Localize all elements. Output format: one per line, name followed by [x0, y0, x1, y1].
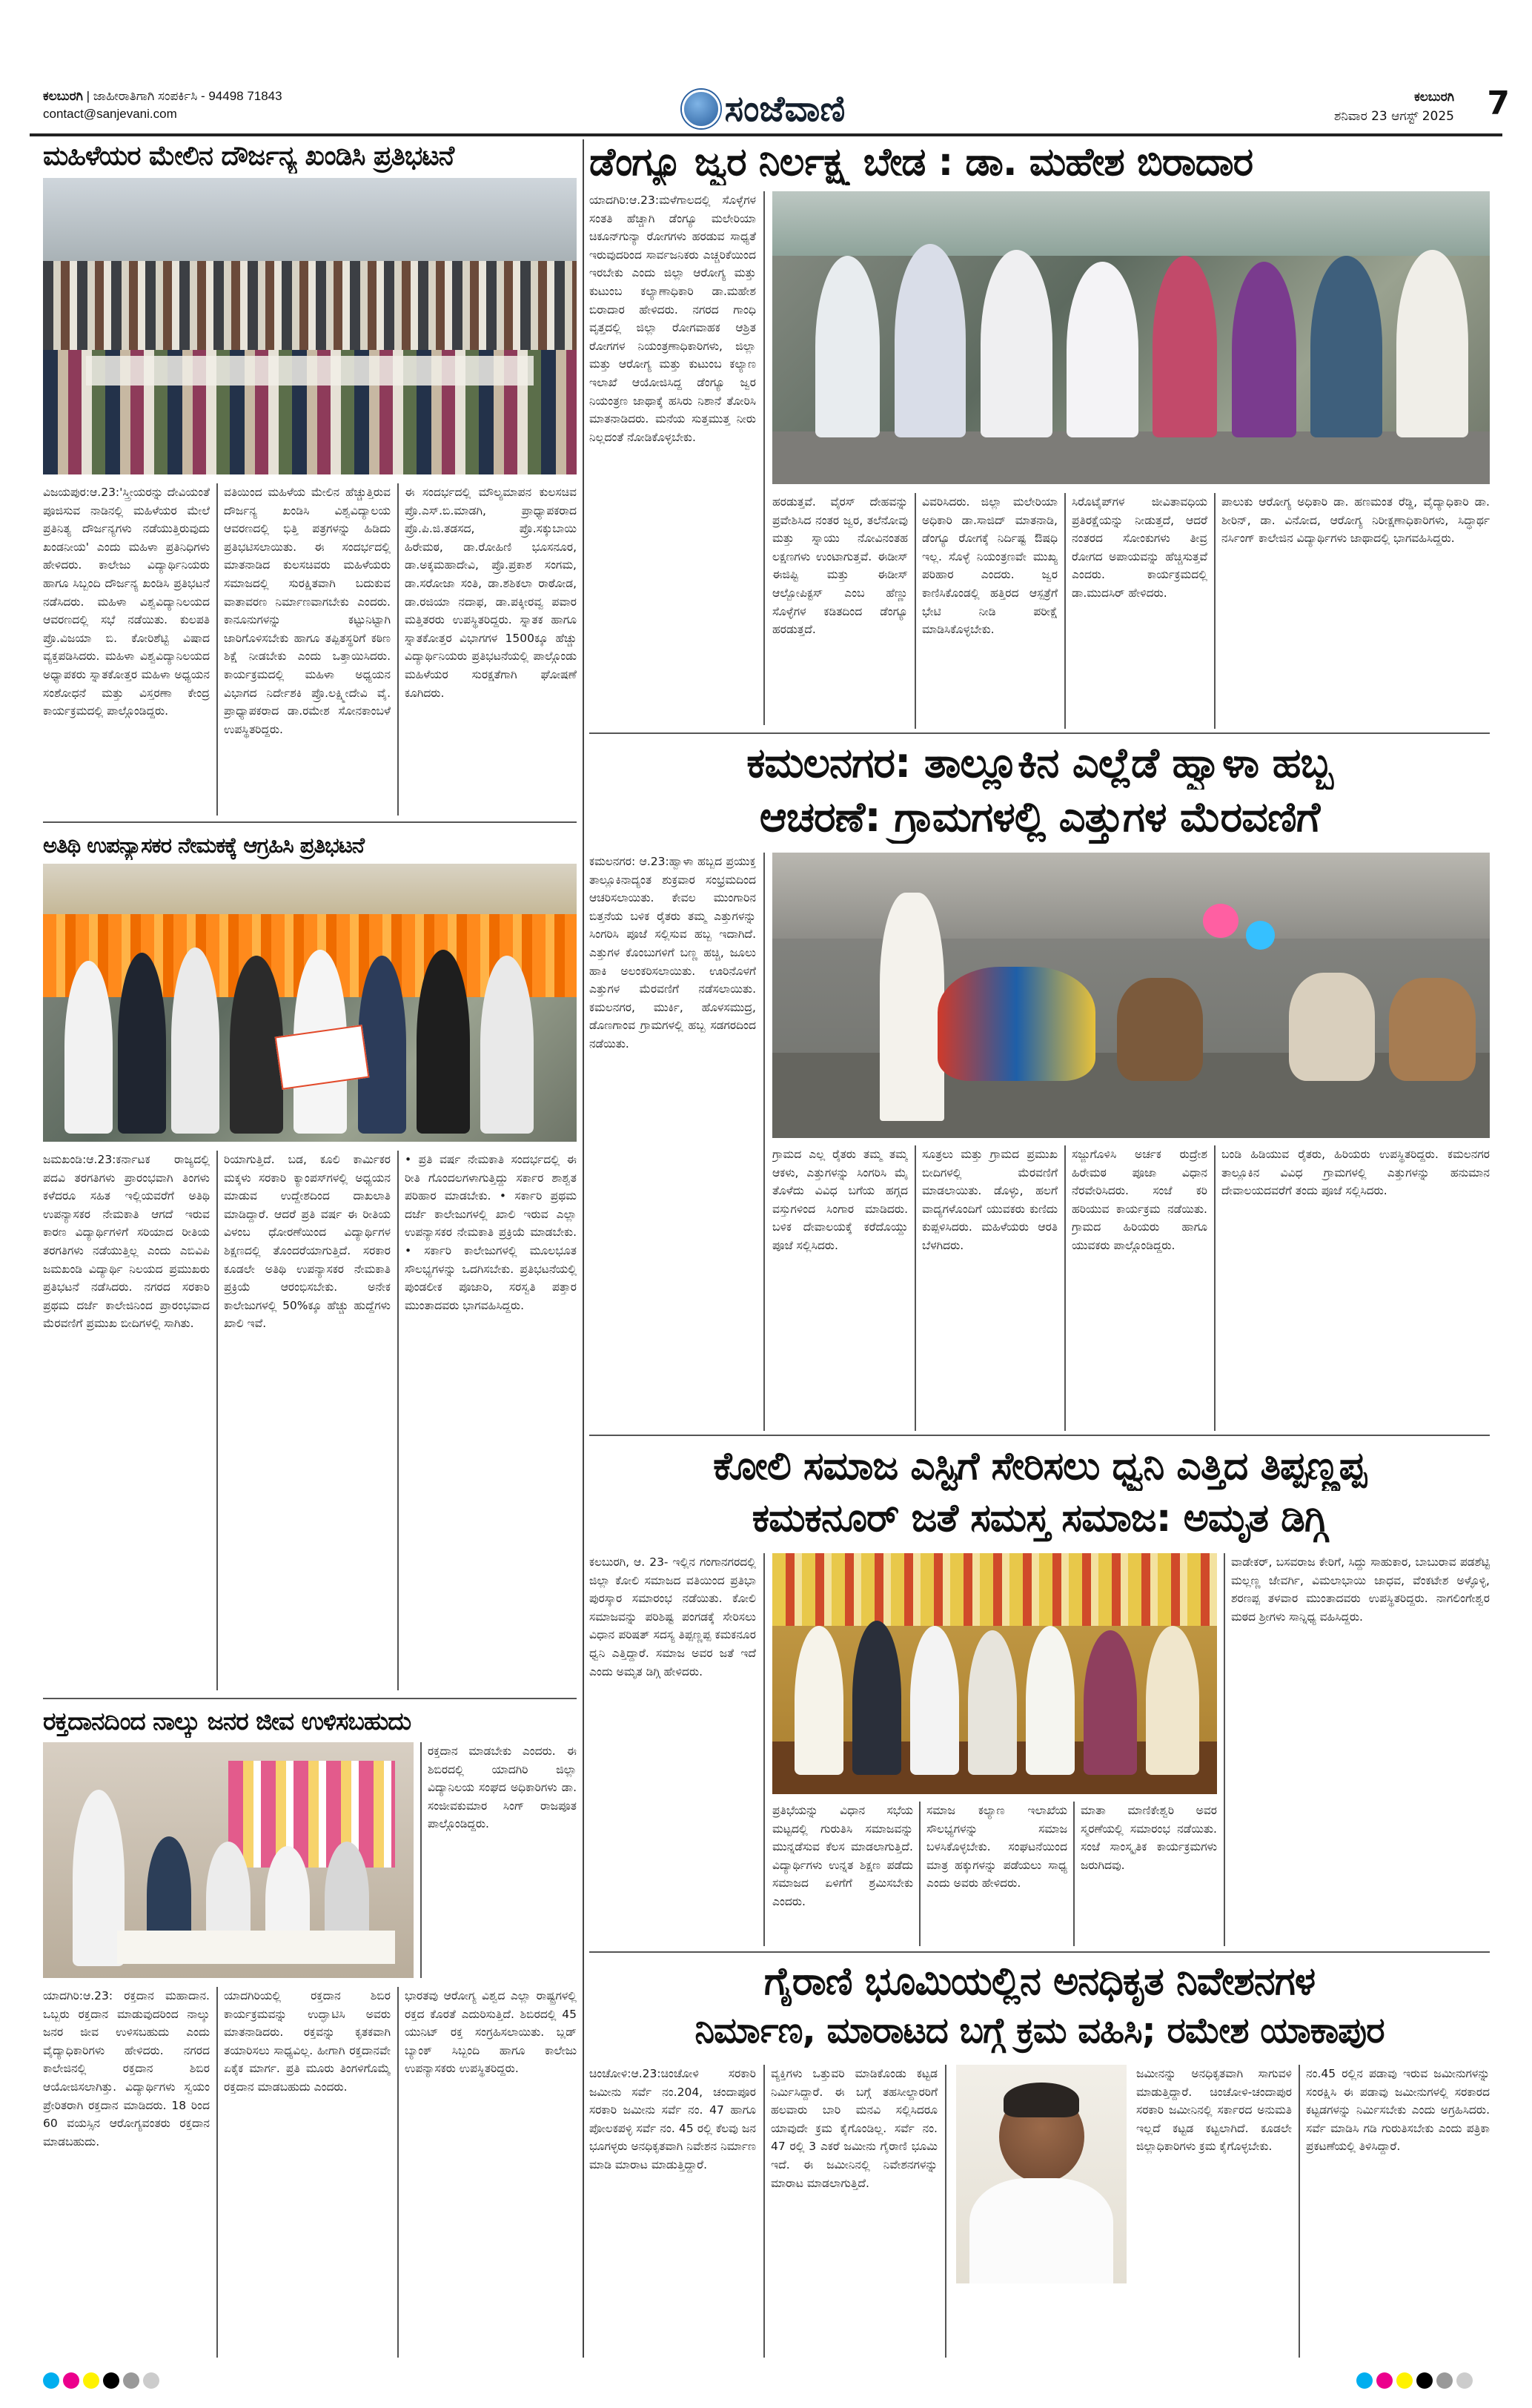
column-divider [397, 1151, 399, 1690]
gairani-col-3: ಜಮೀನನ್ನು ಅನಧಿಕೃತವಾಗಿ ಸಾಗುವಳಿ ಮಾಡುತ್ತಿದ್ದಾರೆ. ಚಿಂಚೋಳಿ-ಚಂದಾಪುರ ಸರಕಾರಿ ಜಮೀನಿನಲ್ಲಿ ಸರ್ಕಾರದ ಅನುಮತಿ ಇಲ್ಲದೆ ಕಟ್ಟಡ ಕಟ್ಟಲಾಗಿದೆ. ಕೂಡಲೇ ಜಿಲ್ಲಾಧಿಕಾರಿಗಳು ಕ್ರಮ ಕೈಗೊಳ್ಳಬೇಕು. [1136, 2067, 1292, 2154]
column-divider [1064, 493, 1066, 729]
headline-kamalanagar-1: ಕಮಲನಗರ: ತಾಲ್ಲೂಕಿನ ಎಲ್ಲೆಡೆ ಹ್ವಾಳಾ ಹಬ್ಬ [746, 739, 1333, 787]
registration-dot [43, 2372, 59, 2389]
headline-kamalanagar-2: ಆಚರಣೆ: ಗ್ರಾಮಗಳಲ್ಲಿ ಎತ್ತುಗಳ ಮೆರವಣಿಗೆ [759, 793, 1320, 841]
registration-dot [143, 2372, 159, 2389]
dengue-col-2: ವಿವರಿಸಿದರು. ಜಿಲ್ಲಾ ಮಲೇರಿಯಾ ಅಧಿಕಾರಿ ಡಾ.ಸಾಜಿದ್ ಮಾತನಾಡಿ, ಡೆಂಗ್ಯೂ ರೋಗಕ್ಕೆ ನಿರ್ದಿಷ್ಟ ಔಷಧಿ ಇಲ್ಲ. ಸೊಳ್ಳೆ ನಿಯಂತ್ರಣವೇ ಮುಖ್ಯ ಪರಿಹಾರ ಎಂದರು. ಜ್ವರ ಕಾಣಿಸಿಕೊಂಡಲ್ಲಿ ಹತ್ತಿರದ ಆಸ್ಪತ್ರೆಗೆ ಭೇಟಿ ನೀಡಿ ಪರೀಕ್ಷೆ ಮಾಡಿಸಿಕೊಳ್ಳಬೇಕು. [922, 495, 1058, 637]
ad-phone-line: ಜಾಹೀರಾತಿಗಾಗಿ ಸಂಪರ್ಕಿಸಿ - 94498 71843 [93, 89, 282, 103]
photo-women-protest [43, 178, 577, 474]
registration-dot [1376, 2372, 1393, 2389]
blood-col-3: ಭಾರತವು ಆರೋಗ್ಯ ವಿಶ್ವದ ಎಲ್ಲಾ ರಾಷ್ಟ್ರಗಳಲ್ಲಿ ರಕ್ತದ ಕೊರತೆ ಎದುರಿಸುತ್ತಿದೆ. ಶಿಬಿರದಲ್ಲಿ 45 ಯುನಿಟ್ ರಕ್ತ ಸಂಗ್ರಹಿಸಲಾಯಿತು. ಬ್ಲಡ್ ಬ್ಯಾಂಕ್ ಸಿಬ್ಬಂದಿ ಹಾಗೂ ಕಾಲೇಜು ಉಪನ್ಯಾಸಕರು ಉಪಸ್ಥಿತರಿದ್ದರು. [405, 1989, 577, 2076]
newspaper-logo [615, 83, 912, 135]
photo-ramesh-yakapur [956, 2065, 1127, 2283]
gairani-col-1: ಚಿಂಚೋಳಿ:ಆ.23:ಚಿಂಚೋಳಿ ಸರಕಾರಿ ಜಮೀನು ಸರ್ವೆ ನಂ.204, ಚಂದಾಪೂರ ಸರಕಾರಿ ಜಮೀನು ಸರ್ವೆ ನಂ. 47 ಹಾಗೂ ಪೋಲಕಪಳ್ಳಿ ಸರ್ವೆ ನಂ. 45 ರಲ್ಲಿ ಕೆಲವು ಜನ ಭೂಗಳ್ಳರು ಅನಧಿಕೃತವಾಗಿ ನಿವೇಶನ ನಿರ್ಮಾಣ ಮಾಡಿ ಮಾರಾಟ ಮಾಡುತ್ತಿದ್ದಾರೆ. [589, 2067, 756, 2172]
column-divider [763, 191, 765, 725]
column-divider [1214, 1145, 1216, 1431]
lecturers-col-1: ಜಮಖಂಡಿ:ಆ.23:ಕರ್ನಾಟಕ ರಾಜ್ಯದಲ್ಲಿ ಪದವಿ ತರಗತಿಗಳು ಪ್ರಾರಂಭವಾಗಿ ತಿಂಗಳು ಕಳೆದರೂ ಸಹಿತ ಇಲ್ಲಿಯವರೆಗೆ ಅತಿಥಿ ಉಪನ್ಯಾಸಕರ ನೇಮಕಾತಿ ಆಗದೆ ಇರುವ ಕಾರಣ ವಿದ್ಯಾರ್ಥಿಗಳಿಗೆ ಸರಿಯಾದ ರೀತಿಯ ತರಗತಿಗಳು ನಡೆಯುತ್ತಿಲ್ಲ ಎಂದು ಎಬಿವಿಪಿ ಜಮಖಂಡಿ ವಿದ್ಯಾರ್ಥಿ ನಿಲಯದ ಪ್ರಮುಖರು ಪ್ರತಿಭಟನೆ ನಡೆಸಿದರು. ನಗರದ ಸರಕಾರಿ ಪ್ರಥಮ ದರ್ಜೆ ಕಾಲೇಜಿನಿಂದ ಪ್ರಾರಂಭವಾದ ಮೆರವಣಿಗೆ ಪ್ರಮುಖ ಬೀದಿಗಳಲ್ಲಿ ಸಾಗಿತು. [43, 1153, 210, 1331]
column-divider [763, 853, 765, 1431]
column-divider [397, 483, 399, 816]
women-col-2: ವತಿಯಿಂದ ಮಹಿಳೆಯ ಮೇಲಿನ ಹೆಚ್ಚುತ್ತಿರುವ ದೌರ್ಜನ್ಯ ಖಂಡಿಸಿ ವಿಶ್ವವಿದ್ಯಾಲಯ ಆವರಣದಲ್ಲಿ ಭಿತ್ತಿ ಪತ್ರಗಳನ್ನು ಹಿಡಿದು ಪ್ರತಿಭಟಿಸಲಾಯಿತು. ಈ ಸಂದರ್ಭದಲ್ಲಿ ಮಾತನಾಡಿದ ಕುಲಸಚಿವರು ಮಹಿಳೆಯರು ಸಮಾಜದಲ್ಲಿ ಸುರಕ್ಷಿತವಾಗಿ ಬದುಕುವ ವಾತಾವರಣ ನಿರ್ಮಾಣವಾಗಬೇಕು ಎಂದರು. ಕಾನೂನುಗಳನ್ನು ಕಟ್ಟುನಿಟ್ಟಾಗಿ ಜಾರಿಗೊಳಿಸಬೇಕು ಹಾಗೂ ತಪ್ಪಿತಸ್ಥರಿಗೆ ಕಠಿಣ ಶಿಕ್ಷೆ ನೀಡಬೇಕು ಎಂದು ಒತ್ತಾಯಿಸಿದರು. ಕಾರ್ಯಕ್ರಮದಲ್ಲಿ ಮಹಿಳಾ ಅಧ್ಯಯನ ವಿಭಾಗದ ನಿರ್ದೇಶಕಿ ಪ್ರೊ.ಲಕ್ಷ್ಮೀದೇವಿ ವೈ. ಪ್ರಾಧ್ಯಾಪಕರಾದ ಡಾ.ರಮೇಶ ಸೋನಕಾಂಬಳೆ ಉಪಸ್ಥಿತರಿದ್ದರು. [224, 486, 391, 736]
photo-dengue-rally [772, 191, 1490, 484]
headline-women-protest: ಮಹಿಳೆಯರ ಮೇಲಿನ ದೌರ್ಜನ್ಯ ಖಂಡಿಸಿ ಪ್ರತಿಭಟನೆ [43, 141, 454, 171]
column-divider [1299, 2065, 1300, 2358]
lecturers-col-3: • ಪ್ರತಿ ವರ್ಷ ನೇಮಕಾತಿ ಸಂದರ್ಭದಲ್ಲಿ ಈ ರೀತಿ ಗೊಂದಲಗಳಾಗುತ್ತಿದ್ದು ಸರ್ಕಾರ ಶಾಶ್ವತ ಪರಿಹಾರ ಮಾಡಬೇಕು. • ಸರ್ಕಾರಿ ಪ್ರಥಮ ದರ್ಜೆ ಕಾಲೇಜುಗಳಲ್ಲಿ ಖಾಲಿ ಇರುವ ಎಲ್ಲಾ ಉಪನ್ಯಾಸಕರ ನೇಮಕಾತಿ ಪ್ರಕ್ರಿಯೆ ಮಾಡಬೇಕು. • ಸರ್ಕಾರಿ ಕಾಲೇಜುಗಳಲ್ಲಿ ಮೂಲಭೂತ ಸೌಲಭ್ಯಗಳನ್ನು ಒದಗಿಸಬೇಕು. ಪ್ರತಿಭಟನೆಯಲ್ಲಿ ಪುಂಡಲೀಕ ಪೂಜಾರಿ, ಸರಸ್ವತಿ ಪತ್ತಾರ ಮುಂತಾದವರು ಭಾಗವಹಿಸಿದ್ದರು. [405, 1153, 577, 1312]
masthead-rule [30, 133, 1502, 136]
column-divider [1224, 1553, 1225, 1946]
main-column-divider [583, 139, 584, 2358]
column-divider [216, 1987, 218, 2358]
column-divider [919, 1802, 921, 1946]
registration-dot [1416, 2372, 1433, 2389]
kamalanagar-col-4: ಬಂಡಿ ಹಿಡಿಯುವ ರೈತರು, ಹಿರಿಯರು ಉಪಸ್ಥಿತರಿದ್ದರು. ಕಮಲನಗರ ತಾಲ್ಲೂಕಿನ ವಿವಿಧ ಗ್ರಾಮಗಳಲ್ಲಿ ಎತ್ತುಗಳನ್ನು ಹನುಮಾನ ದೇವಾಲಯದವರೆಗೆ ತಂದು ಪೂಜೆ ಸಲ್ಲಿಸಿದರು. [1221, 1148, 1490, 1198]
lecturers-col-2: ರಿಯಾಗುತ್ತಿದೆ. ಬಡ, ಕೂಲಿ ಕಾರ್ಮಿಕರ ಮಕ್ಕಳು ಸರಕಾರಿ ಕ್ಯಾಂಪಸ್‍ಗಳಲ್ಲಿ ಅಧ್ಯಯನ ಮಾಡುವ ಉದ್ದೇಶದಿಂದ ದಾಖಲಾತಿ ಮಾಡಿದ್ದಾರೆ. ಆದರೆ ಪ್ರತಿ ವರ್ಷ ಈ ರೀತಿಯ ವಿಳಂಬ ಧೋರಣೆಯಿಂದ ವಿದ್ಯಾರ್ಥಿಗಳ ಶಿಕ್ಷಣದಲ್ಲಿ ತೊಂದರೆಯಾಗುತ್ತಿದೆ. ಸರಕಾರ ಕೂಡಲೇ ಅತಿಥಿ ಉಪನ್ಯಾಸಕರ ನೇಮಕಾತಿ ಪ್ರಕ್ರಿಯೆ ಆರಂಭಿಸಬೇಕು. ಅನೇಕ ಕಾಲೇಜುಗಳಲ್ಲಿ 50%ಕ್ಕೂ ಹೆಚ್ಚು ಹುದ್ದೆಗಳು ಖಾಲಿ ಇವೆ. [224, 1153, 391, 1331]
registration-dot [1456, 2372, 1473, 2389]
column-divider [1073, 1802, 1075, 1946]
column-divider [915, 1145, 916, 1431]
dengue-col-1: ಹರಡುತ್ತವೆ. ವೈರಸ್ ದೇಹವನ್ನು ಪ್ರವೇಶಿಸಿದ ನಂತರ ಜ್ವರ, ತಲೆನೋವು ಮತ್ತು ಸ್ನಾಯು ನೋವಿನಂತಹ ಲಕ್ಷಣಗಳು ಉಂಟಾಗುತ್ತವೆ. ಈಡೀಸ್ ಈಜಿಪ್ಟಿ ಮತ್ತು ಈಡೀಸ್ ಆಲ್ಬೋಪಿಕ್ಟಸ್ ಎಂಬ ಹೆಣ್ಣು ಸೊಳ್ಳೆಗಳ ಕಡಿತದಿಂದ ಡೆಂಗ್ಯೂ ಹರಡುತ್ತದೆ. [772, 495, 908, 637]
page-number: 7 [1487, 85, 1510, 122]
registration-dot [1436, 2372, 1453, 2389]
headline-guest-lecturers: ಅತಿಥಿ ಉಪನ್ಯಾಸಕರ ನೇಮಕಕ್ಕೆ ಆಗ್ರಹಿಸಿ ಪ್ರತಿಭಟನೆ [43, 833, 365, 858]
column-divider [397, 1987, 399, 2358]
section-divider [589, 1951, 1490, 1953]
masthead-left: ಕಲಬುರಗಿ | ಜಾಹೀರಾತಿಗಾಗಿ ಸಂಪರ್ಕಿಸಿ - 94498 71843 contact@sanjevani.com [43, 87, 282, 123]
headline-gairani-2: ನಿರ್ಮಾಣ, ಮಾರಾಟದ ಬಗ್ಗೆ ಕ್ರಮ ವಹಿಸಿ; ರಮೇಶ ಯಾಕಾಪುರ [694, 2010, 1385, 2051]
column-divider [945, 2065, 946, 2358]
photo-lecturers-protest [43, 864, 577, 1142]
masthead-right [1334, 87, 1454, 126]
kamalanagar-col-0: ಕಮಲನಗರ: ಆ.23:ಹ್ವಾಳಾ ಹಬ್ಬದ ಪ್ರಯುಕ್ತ ತಾಲ್ಲೂಕಿನಾದ್ಯಂತ ಶುಕ್ರವಾರ ಸಂಭ್ರಮದಿಂದ ಆಚರಿಸಲಾಯಿತು. ಕೇವಲ ಮುಂಗಾರಿನ ಬಿತ್ತನೆಯ ಬಳಿಕ ರೈತರು ತಮ್ಮ ಎತ್ತುಗಳನ್ನು ಸಿಂಗರಿಸಿ ಪೂಜೆ ಸಲ್ಲಿಸುವ ಹಬ್ಬ ಇದಾಗಿದೆ. ಎತ್ತುಗಳ ಕೊಂಬುಗಳಿಗೆ ಬಣ್ಣ ಹಚ್ಚಿ, ಜೂಲು ಹಾಕಿ ಅಲಂಕರಿಸಲಾಯಿತು. ಊರಿನೊಳಗೆ ಎತ್ತುಗಳ ಮೆರವಣಿಗೆ ನಡೆಸಲಾಯಿತು. ಕಮಲನಗರ, ಮುರ್ಕಿ, ಹೊಳಸಮುದ್ರ, ಡೊಣಗಾಂವ ಗ್ರಾಮಗಳಲ್ಲಿ ಹಬ್ಬ ಸಡಗರದಿಂದ ನಡೆಯಿತು. [589, 855, 756, 1051]
dengue-col-4: ಪಾಲುಕು ಆರೋಗ್ಯ ಅಧಿಕಾರಿ ಡಾ. ಹಣಮಂತ ರೆಡ್ಡಿ, ವೈದ್ಯಾಧಿಕಾರಿ ಡಾ. ಶೀರಿನ್, ಡಾ. ವಿನೋದ, ಆರೋಗ್ಯ ನಿರೀಕ್ಷಣಾಧಿಕಾರಿಗಳು, ಸಿದ್ಧಾರ್ಥ ನರ್ಸಿಂಗ್ ಕಾಲೇಜಿನ ವಿದ್ಯಾರ್ಥಿಗಳು ಜಾಥಾದಲ್ಲಿ ಭಾಗವಹಿಸಿದ್ದರು. [1221, 495, 1490, 546]
column-divider [420, 1742, 422, 1978]
globe-icon [682, 90, 720, 128]
column-divider [763, 1553, 765, 1946]
koli-col-1: ಪ್ರತಿಭೆಯನ್ನು ವಿಧಾನ ಸಭೆಯ ಮಟ್ಟದಲ್ಲಿ ಗುರುತಿಸಿ ಸಮಾಜವನ್ನು ಮುನ್ನಡೆಸುವ ಕೆಲಸ ಮಾಡಲಾಗುತ್ತಿದೆ. ವಿದ್ಯಾರ್ಥಿಗಳು ಉನ್ನತ ಶಿಕ್ಷಣ ಪಡೆದು ಸಮಾಜದ ಏಳಿಗೆಗೆ ಶ್ರಮಿಸಬೇಕು ಎಂದರು. [772, 1804, 913, 1908]
registration-dot [63, 2372, 79, 2389]
headline-blood-donation: ರಕ್ತದಾನದಿಂದ ನಾಲ್ಕು ಜನರ ಜೀವ ಉಳಿಸಬಹುದು [43, 1707, 411, 1736]
blood-col-1: ಯಾದಗಿರಿ:ಆ.23: ರಕ್ತದಾನ ಮಹಾದಾನ. ಒಬ್ಬರು ರಕ್ತದಾನ ಮಾಡುವುದರಿಂದ ನಾಲ್ಕು ಜನರ ಜೀವ ಉಳಿಸಬಹುದು ಎಂದು ವೈದ್ಯಾಧಿಕಾರಿಗಳು ಹೇಳಿದರು. ನಗರದ ಕಾಲೇಜಿನಲ್ಲಿ ರಕ್ತದಾನ ಶಿಬಿರ ಆಯೋಜಿಸಲಾಗಿತ್ತು. ವಿದ್ಯಾರ್ಥಿಗಳು ಸ್ವಯಂ ಪ್ರೇರಿತರಾಗಿ ರಕ್ತದಾನ ಮಾಡಿದರು. 18 ರಿಂದ 60 ವಯಸ್ಸಿನ ಆರೋಗ್ಯವಂತರು ರಕ್ತದಾನ ಮಾಡಬಹುದು. [43, 1989, 210, 2149]
registration-dot [123, 2372, 139, 2389]
column-divider [216, 1151, 218, 1690]
photo-koli-stage [772, 1553, 1217, 1794]
women-col-1: ವಿಜಯಪುರ:ಆ.23:'ಸ್ತ್ರೀಯರನ್ನು ದೇವಿಯಂತೆ ಪೂಜಿಸುವ ನಾಡಿನಲ್ಲಿ ಮಹಿಳೆಯರ ಮೇಲೆ ಪ್ರತಿನಿತ್ಯ ದೌರ್ಜನ್ಯಗಳು ನಡೆಯುತ್ತಿರುವುದು ಖಂಡನೀಯ' ಎಂದು ಮಹಿಳಾ ಪ್ರತಿನಿಧಿಗಳು ಹೇಳಿದರು. ಕಾಲೇಜು ವಿದ್ಯಾರ್ಥಿನಿಯರು ಹಾಗೂ ಸಿಬ್ಬಂದಿ ದೌರ್ಜನ್ಯ ಖಂಡಿಸಿ ಪ್ರತಿಭಟನೆ ನಡೆಸಿದರು. ಮಹಿಳಾ ವಿಶ್ವವಿದ್ಯಾನಿಲಯದ ಆವರಣದಲ್ಲಿ ಸಭೆ ನಡೆಯಿತು. ಕುಲಪತಿ ಪ್ರೊ.ವಿಜಯಾ ಬಿ. ಕೋರಿಶೆಟ್ಟಿ ವಿಷಾದ ವ್ಯಕ್ತಪಡಿಸಿದರು. ಮಹಿಳಾ ವಿಶ್ವವಿದ್ಯಾನಿಲಯದ ಅಧ್ಯಾಪಕರು ಸ್ನಾತಕೋತ್ತರ ಮಹಿಳಾ ಅಧ್ಯಯನ ಸಂಶೋಧನೆ ಮತ್ತು ವಿಸ್ತರಣಾ ಕೇಂದ್ರ ಕಾರ್ಯಕ್ರಮದಲ್ಲಿ ಪಾಲ್ಗೊಂಡಿದ್ದರು. [43, 486, 210, 718]
dengue-col-0: ಯಾದಗಿರಿ:ಆ.23:ಮಳೆಗಾಲದಲ್ಲಿ ಸೊಳ್ಳೆಗಳ ಸಂತತಿ ಹೆಚ್ಚಾಗಿ ಡೆಂಗ್ಯೂ ಮಲೇರಿಯಾ ಚಿಕೂನ್‍ಗುನ್ಯಾ ರೋಗಗಳು ಹರಡುವ ಸಾಧ್ಯತೆ ಇರುವುದರಿಂದ ಸಾರ್ವಜನಿಕರು ಎಚ್ಚರಿಕೆಯಿಂದ ಇರಬೇಕು ಎಂದು ಜಿಲ್ಲಾ ಆರೋಗ್ಯ ಮತ್ತು ಕುಟುಂಬ ಕಲ್ಯಾಣಾಧಿಕಾರಿ ಡಾ.ಮಹೇಶ ಬಿರಾದಾರ ಹೇಳಿದರು. ನಗರದ ಗಾಂಧಿ ವೃತ್ತದಲ್ಲಿ ಜಿಲ್ಲಾ ರೋಗವಾಹಕ ಆಶ್ರಿತ ರೋಗಗಳ ನಿಯಂತ್ರಣಾಧಿಕಾರಿಗಳು, ಜಿಲ್ಲಾ ಮತ್ತು ಆರೋಗ್ಯ ಮತ್ತು ಕುಟುಂಬ ಕಲ್ಯಾಣ ಇಲಾಖೆ ಆಯೋಜಿಸಿದ್ದ ಡೆಂಗ್ಯೂ ಜ್ವರ ನಿಯಂತ್ರಣ ಜಾಥಾಕ್ಕೆ ಹಸಿರು ನಿಶಾನೆ ತೋರಿಸಿ ಮಾತನಾಡಿದರು. ಮನೆಯ ಸುತ್ತಮುತ್ತ ನೀರು ನಿಲ್ಲದಂತೆ ನೋಡಿಕೊಳ್ಳಬೇಕು. [589, 194, 756, 444]
city-right: ಕಲಬುರಗಿ [1414, 90, 1454, 105]
color-registration-left [43, 2372, 159, 2392]
registration-dot [103, 2372, 119, 2389]
column-divider [763, 2065, 765, 2358]
section-divider [589, 732, 1490, 734]
registration-dot [1356, 2372, 1373, 2389]
kamalanagar-col-2: ಸೂತ್ರಲು ಮತ್ತು ಗ್ರಾಮದ ಪ್ರಮುಖ ಬೀದಿಗಳಲ್ಲಿ ಮೆರವಣಿಗೆ ಮಾಡಲಾಯಿತು. ಡೊಳ್ಳು, ಹಲಗೆ ವಾದ್ಯಗಳೊಂದಿಗೆ ಯುವಕರು ಕುಣಿದು ಕುಪ್ಪಳಿಸಿದರು. ಮಹಿಳೆಯರು ಆರತಿ ಬೆಳಗಿದರು. [922, 1148, 1058, 1252]
blood-col-2: ಯಾದಗಿರಿಯಲ್ಲಿ ರಕ್ತದಾನ ಶಿಬಿರ ಕಾರ್ಯಕ್ರಮವನ್ನು ಉದ್ಘಾಟಿಸಿ ಅವರು ಮಾತನಾಡಿದರು. ರಕ್ತವನ್ನು ಕೃತಕವಾಗಿ ತಯಾರಿಸಲು ಸಾಧ್ಯವಿಲ್ಲ. ಹೀಗಾಗಿ ರಕ್ತದಾನವೇ ಏಕೈಕ ಮಾರ್ಗ. ಪ್ರತಿ ಮೂರು ತಿಂಗಳಿಗೊಮ್ಮೆ ರಕ್ತದಾನ ಮಾಡಬಹುದು ಎಂದರು. [224, 1989, 391, 2094]
headline-koli-1: ಕೋಲಿ ಸಮಾಜ ಎಸ್ಟಿಗೆ ಸೇರಿಸಲು ಧ್ವನಿ ಎತ್ತಿದ ತಿಪ್ಪಣ್ಣಪ್ಪ [713, 1444, 1366, 1489]
koli-col-0: ಕಲಬುರಗಿ, ಆ. 23- ಇಲ್ಲಿನ ಗಂಗಾನಗರದಲ್ಲಿ ಜಿಲ್ಲಾ ಕೋಲಿ ಸಮಾಜದ ವತಿಯಿಂದ ಪ್ರತಿಭಾ ಪುರಸ್ಕಾರ ಸಮಾರಂಭ ನಡೆಯಿತು. ಕೋಲಿ ಸಮಾಜವನ್ನು ಪರಿಶಿಷ್ಟ ಪಂಗಡಕ್ಕೆ ಸೇರಿಸಲು ವಿಧಾನ ಪರಿಷತ್ ಸದಸ್ಯ ತಿಪ್ಪಣ್ಣಪ್ಪ ಕಮಕನೂರ ಧ್ವನಿ ಎತ್ತಿದ್ದಾರೆ. ಸಮಾಜ ಅವರ ಜತೆ ಇದೆ ಎಂದು ಅಮೃತ ಡಿಗ್ಗಿ ಹೇಳಿದರು. [589, 1555, 756, 1678]
column-divider [1064, 1145, 1066, 1431]
koli-col-4: ವಾಡೇಕರ್, ಬಸವರಾಜ ಕೇರಿಗೆ, ಸಿದ್ದು ಸಾಹುಕಾರ, ಬಾಬುರಾವ ಪಡಶೆಟ್ಟಿ ಮಲ್ಲಣ್ಣ ಜೇವರ್ಗಿ, ವಿಮಲಾಭಾಯಿ ಜಾಧವ, ವೆಂಕಟೇಶ ಅಳ್ಳೊಳ್ಳಿ, ಶರಣಪ್ಪ ತಳವಾರ ಮುಂತಾದವರು ಉಪಸ್ಥಿತರಿದ್ದರು. ನಾಗಲಿಂಗೇಶ್ವರ ಮಠದ ಶ್ರೀಗಳು ಸಾನ್ನಿಧ್ಯ ವಹಿಸಿದ್ದರು. [1231, 1555, 1490, 1624]
column-divider [1214, 493, 1216, 729]
gairani-col-2: ವ್ಯಕ್ತಿಗಳು ಒತ್ತುವರಿ ಮಾಡಿಕೊಂಡು ಕಟ್ಟಡ ನಿರ್ಮಿಸಿದ್ದಾರೆ. ಈ ಬಗ್ಗೆ ತಹಸೀಲ್ದಾರರಿಗೆ ಹಲವಾರು ಬಾರಿ ಮನವಿ ಸಲ್ಲಿಸಿದರೂ ಯಾವುದೇ ಕ್ರಮ ಕೈಗೊಂಡಿಲ್ಲ. ಸರ್ವೆ ನಂ. 47 ರಲ್ಲಿ 3 ಎಕರೆ ಜಮೀನು ಗೈರಾಣಿ ಭೂಮಿ ಇದೆ. ಈ ಜಮೀನಿನಲ್ಲಿ ನಿವೇಶನಗಳನ್ನು ಮಾರಾಟ ಮಾಡಲಾಗುತ್ತಿದೆ. [771, 2067, 938, 2190]
registration-dot [1396, 2372, 1413, 2389]
issue-date: ಶನಿವಾರ 23 ಆಗಸ್ಟ್ 2025 [1334, 109, 1454, 124]
color-registration-right [1356, 2372, 1473, 2392]
contact-email[interactable]: contact@sanjevani.com [43, 107, 177, 121]
column-divider [915, 493, 916, 729]
photo-blood-donation [43, 1742, 414, 1978]
section-divider [589, 1435, 1490, 1436]
blood-col-0: ರಕ್ತದಾನ ಮಾಡಬೇಕು ಎಂದರು. ಈ ಶಿಬಿರದಲ್ಲಿ ಯಾದಗಿರಿ ಜಿಲ್ಲಾ ವಿದ್ಯಾನಿಲಯ ಸಂಘದ ಅಧಿಕಾರಿಗಳು ಡಾ. ಸಂಜೀವಕುಮಾರ ಸಿಂಗ್ ರಾಜಪೂತ ಪಾಲ್ಗೊಂಡಿದ್ದರು. [428, 1744, 577, 1831]
city-left: ಕಲಬುರಗಿ [43, 89, 83, 103]
headline-koli-2: ಕಮಕನೂರ್ ಜತೆ ಸಮಸ್ತ ಸಮಾಜ: ಅಮೃತ ಡಿಗ್ಗಿ [752, 1496, 1327, 1541]
photo-bull-procession [772, 853, 1490, 1138]
koli-col-2: ಸಮಾಜ ಕಲ್ಯಾಣ ಇಲಾಖೆಯ ಸೌಲಭ್ಯಗಳನ್ನು ಸಮಾಜ ಬಳಸಿಕೊಳ್ಳಬೇಕು. ಸಂಘಟನೆಯಿಂದ ಮಾತ್ರ ಹಕ್ಕುಗಳನ್ನು ಪಡೆಯಲು ಸಾಧ್ಯ ಎಂದು ಅವರು ಹೇಳಿದರು. [926, 1804, 1067, 1891]
kamalanagar-col-3: ಸಜ್ಜುಗೊಳಿಸಿ ಅರ್ಚಕ ರುದ್ರೇಶ ಹಿರೇಮಠ ಪೂಜಾ ವಿಧಾನ ನೆರವೇರಿಸಿದರು. ಸಂಜೆ ಕರಿ ಹರಿಯುವ ಕಾರ್ಯಕ್ರಮ ನಡೆಯಿತು. ಗ್ರಾಮದ ಹಿರಿಯರು ಹಾಗೂ ಯುವಕರು ಪಾಲ್ಗೊಂಡಿದ್ದರು. [1072, 1148, 1207, 1252]
logo-text: ಸಂಜೆವಾಣಿ [724, 87, 846, 130]
kamalanagar-col-1: ಗ್ರಾಮದ ಎಲ್ಲ ರೈತರು ತಮ್ಮ ತಮ್ಮ ಆಕಳು, ಎತ್ತುಗಳನ್ನು ಸಿಂಗರಿಸಿ ಮೈ ತೊಳೆದು ವಿವಿಧ ಬಗೆಯ ಹಗ್ಗದ ವಸ್ತುಗಳಿಂದ ಸಿಂಗಾರ ಮಾಡಿದರು. ಬಳಿಕ ದೇವಾಲಯಕ್ಕೆ ಕರೆದೊಯ್ದು ಪೂಜೆ ಸಲ್ಲಿಸಿದರು. [772, 1148, 908, 1252]
column-divider [216, 483, 218, 816]
gairani-col-4: ನಂ.45 ರಲ್ಲಿನ ಪಡಾವು ಇರುವ ಜಮೀನುಗಳನ್ನು ಸಂರಕ್ಷಿಸಿ ಈ ಪಡಾವು ಜಮೀನುಗಳಲ್ಲಿ ಸರಕಾರದ ಕಟ್ಟಡಗಳನ್ನು ನಿರ್ಮಿಸಬೇಕು ಎಂದು ಅಗ್ರಹಿಸಿದರು. ಸರ್ವೆ ಮಾಡಿಸಿ ಗಡಿ ಗುರುತಿಸಬೇಕು ಎಂದು ಪತ್ರಿಕಾ ಪ್ರಕಟಣೆಯಲ್ಲಿ ತಿಳಿಸಿದ್ದಾರೆ. [1306, 2067, 1490, 2154]
registration-dot [83, 2372, 99, 2389]
headline-dengue: ಡೆಂಗ್ಯೂ ಜ್ವರ ನಿರ್ಲಕ್ಷ್ಯ ಬೇಡ : ಡಾ. ಮಹೇಶ ಬಿರಾದಾರ [589, 140, 1253, 185]
dengue-col-3: ಸಿರೊಟೈಪ್‍ಗಳ ಜೀವಿತಾವಧಿಯ ಪ್ರತಿರಕ್ಷೆಯನ್ನು ನೀಡುತ್ತದೆ, ಆದರೆ ನಂತರದ ಸೋಂಕುಗಳು ತೀವ್ರ ರೋಗದ ಅಪಾಯವನ್ನು ಹೆಚ್ಚಿಸುತ್ತವೆ ಎಂದರು. ಕಾರ್ಯಕ್ರಮದಲ್ಲಿ ಡಾ.ಮುದಸಿರ್ ಹೇಳಿದರು. [1072, 495, 1207, 600]
koli-col-3: ಮಾತಾ ಮಾಣಿಕೇಶ್ವರಿ ಅವರ ಸ್ಮರಣೆಯಲ್ಲಿ ಸಮಾರಂಭ ನಡೆಯಿತು. ಸಂಜೆ ಸಾಂಸ್ಕೃತಿಕ ಕಾರ್ಯಕ್ರಮಗಳು ಜರುಗಿದವು. [1081, 1804, 1217, 1872]
headline-gairani-1: ಗೈರಾಣಿ ಭೂಮಿಯಲ್ಲಿನ ಅನಧಿಕೃತ ನಿವೇಶನಗಳ [763, 1959, 1316, 2004]
women-col-3: ಈ ಸಂದರ್ಭದಲ್ಲಿ ಮೌಲ್ಯಮಾಪನ ಕುಲಸಚಿವ ಪ್ರೊ.ಎಸ್.ಬಿ.ಮಾಡಗಿ, ಪ್ರಾಧ್ಯಾಪಕರಾದ ಪ್ರೊ.ಪಿ.ಜಿ.ತಡಸದ, ಪ್ರೊ.ಸಕ್ಕುಬಾಯಿ ಹಿರೇಮಠ, ಡಾ.ರೋಹಿಣಿ ಭೂಸನೂರ, ಡಾ.ಅಕ್ಕಮಹಾದೇವಿ, ಪ್ರೊ.ಪ್ರಕಾಶ ಸಂಗಮ, ಡಾ.ಸರೋಜಾ ಸಂತಿ, ಡಾ.ಶಶಿಕಲಾ ರಾಠೋಡ, ಡಾ.ರಜಿಯಾ ನದಾಫ, ಡಾ.ಪಕ್ಕೀರವ್ವ ಪವಾರ ಮತ್ತಿತರರು ಉಪಸ್ಥಿತರಿದ್ದರು. ಸ್ನಾತಕ ಹಾಗೂ ಸ್ನಾತಕೋತ್ತರ ವಿಭಾಗಗಳ 1500ಕ್ಕೂ ಹೆಚ್ಚು ವಿದ್ಯಾರ್ಥಿನಿಯರು ಪ್ರತಿಭಟನೆಯಲ್ಲಿ ಪಾಲ್ಗೊಂಡು ಮಹಿಳೆಯರ ಸುರಕ್ಷತೆಗಾಗಿ ಘೋಷಣೆ ಕೂಗಿದರು. [405, 486, 577, 700]
section-divider [43, 821, 577, 823]
section-divider [43, 1698, 577, 1699]
